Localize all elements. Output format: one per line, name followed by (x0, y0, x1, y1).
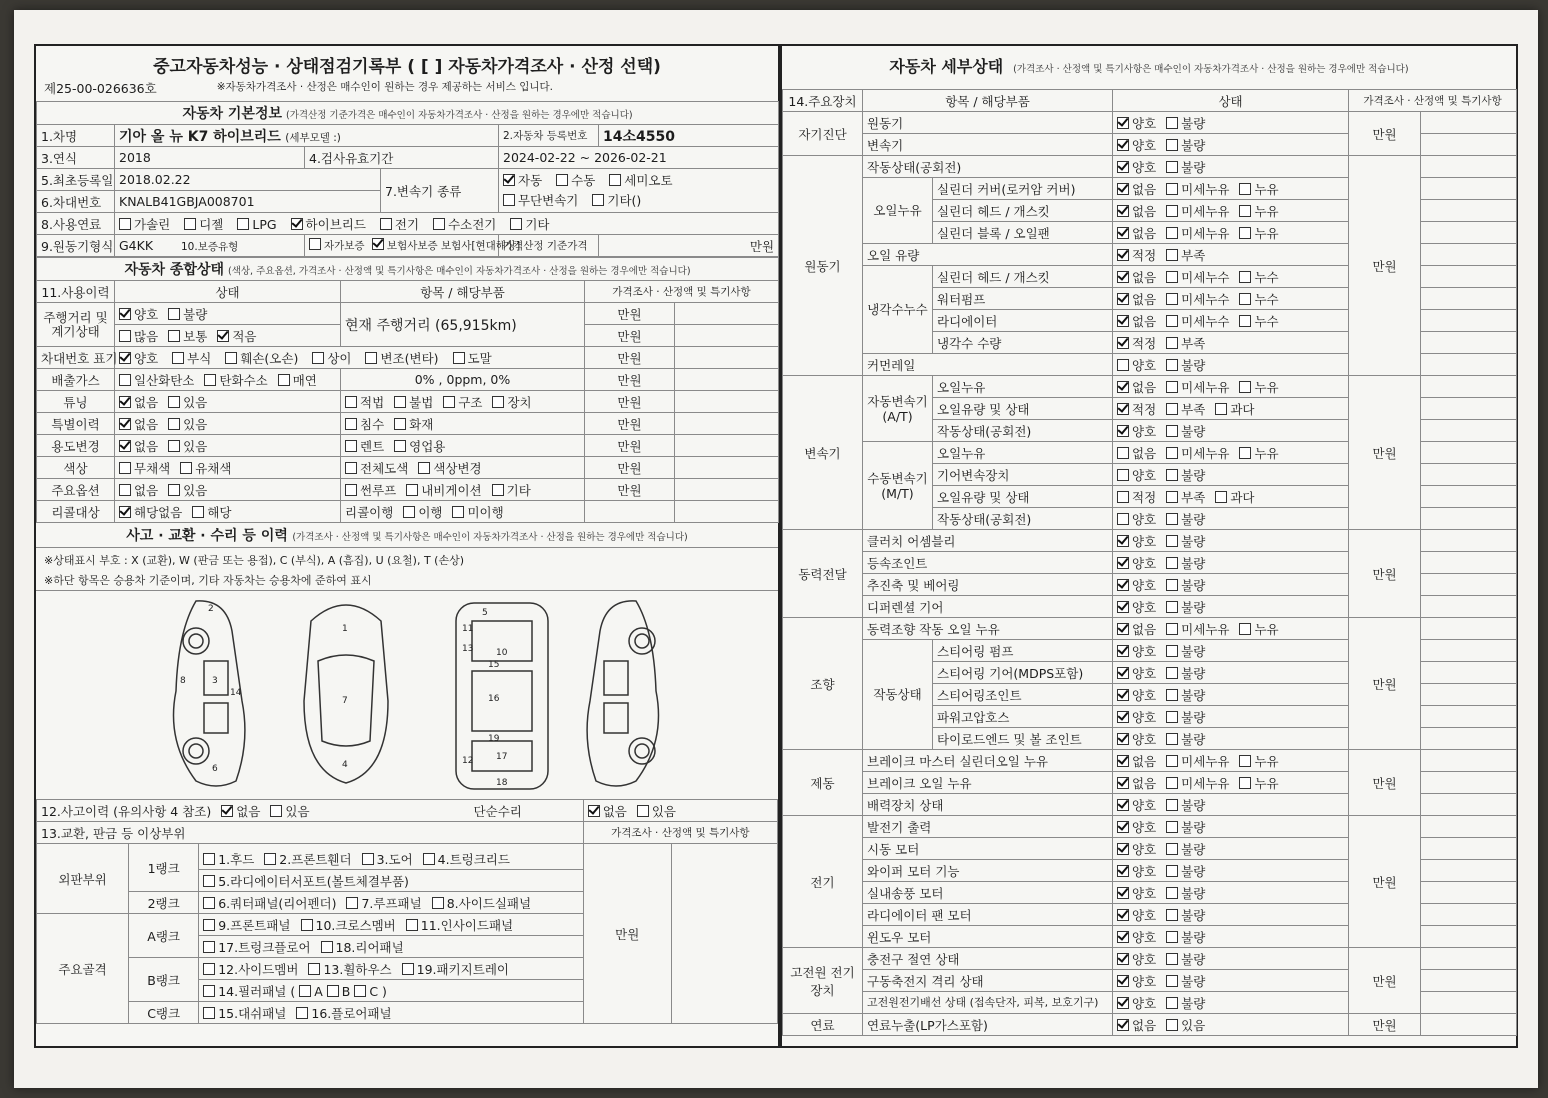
price-won-cell: 만원 (1349, 530, 1421, 618)
document-number: 제25-00-026636호 (44, 81, 157, 96)
detail-status-options: 적정 부족 (1113, 244, 1349, 266)
car-name-label: 1.차명 (37, 125, 115, 147)
checkbox[interactable] (1117, 777, 1129, 789)
checkbox[interactable] (1166, 249, 1178, 261)
checkbox[interactable] (1117, 887, 1129, 899)
price-head: 가격조사 · 산정액 및 특기사항 (585, 281, 779, 303)
detail-status-table (782, 89, 1517, 1036)
detail-item-label: 스티어링조인트 (933, 684, 1113, 706)
first-registration-value: 2018.02.22 (115, 169, 381, 191)
price-won-cell: 만원 (1349, 816, 1421, 948)
detail-item-label: 타이로드엔드 및 볼 조인트 (933, 728, 1113, 750)
checkbox[interactable] (1117, 447, 1129, 459)
detail-item-label: 실린더 헤드 / 개스킷 (933, 200, 1113, 222)
service-note: ※자동차가격조사 · 산정은 매수인이 원하는 경우 제공하는 서비스 입니다. (216, 81, 554, 93)
checkbox[interactable] (1239, 271, 1251, 283)
checkbox[interactable] (1166, 975, 1178, 987)
detail-item-label: 연료누출(LP가스포함) (863, 1014, 1113, 1036)
fuel-label: 8.사용연료 (37, 213, 115, 235)
detail-status-options: 양호 불량 (1113, 970, 1349, 992)
checkbox[interactable] (1117, 425, 1129, 437)
checkbox[interactable] (1117, 513, 1129, 525)
detail-status-options: 양호 불량 (1113, 684, 1349, 706)
checkbox[interactable] (1166, 755, 1178, 767)
checkbox[interactable] (556, 174, 568, 186)
detail-status-options: 양호 불량 (1113, 354, 1349, 376)
detail-row (783, 376, 1517, 398)
diagram-number: 19 (488, 734, 500, 744)
checkbox[interactable] (1166, 271, 1178, 283)
price-won-cell: 만원 (1349, 112, 1421, 156)
detail-item-label: 파워고압호스 (933, 706, 1113, 728)
checkbox[interactable] (503, 194, 515, 206)
inspection-period-value: 2024-02-22 ~ 2026-02-21 (499, 147, 779, 169)
price-won-cell: 만원 (1349, 1014, 1421, 1036)
device-group-label: 원동기 (783, 156, 863, 376)
detail-item-label: 원동기 (863, 112, 1113, 134)
overall-title: 자동차 종합상태 (124, 262, 224, 278)
detail-status-options: 양호 불량 (1113, 860, 1349, 882)
checkbox[interactable] (1166, 953, 1178, 965)
mileage-label: 주행거리 및 계기상태 (37, 303, 115, 347)
detail-title: 자동차 세부상태 (889, 57, 1004, 76)
checkbox[interactable] (1166, 777, 1178, 789)
checkbox[interactable] (1239, 315, 1251, 327)
checkbox[interactable] (1166, 931, 1178, 943)
overall-note: (색상, 주요옵션, 가격조사 · 산정액 및 특기사항은 매수인이 자동차가격조사 · 산정을 원하는 경우에만 적습니다) (227, 266, 691, 277)
device-group-label: 동력전달 (783, 530, 863, 618)
detail-status-options: 없음 미세누유 누유 (1113, 222, 1349, 244)
checkbox[interactable] (1166, 645, 1178, 657)
checkbox[interactable] (1239, 183, 1251, 195)
detail-item-label: 오일유량 및 상태 (933, 398, 1113, 420)
checkbox[interactable] (1117, 975, 1129, 987)
diagram-number: 2 (208, 604, 214, 614)
detail-item-label: 변속기 (863, 134, 1113, 156)
outer-panel-label: 외판부위 (37, 844, 129, 914)
checkbox[interactable] (1117, 667, 1129, 679)
inspection-sheet (14, 10, 1538, 1088)
detail-status-options: 적정 부족 과다 (1113, 398, 1349, 420)
basic-info-table: 자동차 기본정보 (가격산정 기준가격은 매수인이 자동차가격조사 · 산정을 원하는 경우에만 적습니다) 1.차명 기아 올 뉴 K7 하이브리드 (세부모델 :) 2.자동차 등록번호 14소4550 3.연식 2018 4.검사유효기간 2024-02-22 ~ 2026-02-21 5.최초등록일 2018.02.22 7.변속기 종류 자동 수동 세미오토 무단변속기 기타() 6.차대번호 KNALB41GBJA008701 8.사용연료 가솔린 디젤 LPG 하이브리드 전기 수소전기 기타 9.원동기형식 G4KK 10.보증유형 자가보증 보험사보증 보험사[현대해상] 가격산정 기준가격 만원 (36, 101, 779, 257)
sub-group-label: 작동상태 (863, 640, 933, 750)
detail-status-options: 양호 불량 (1113, 574, 1349, 596)
device-group-label: 고전원 전기장치 (783, 948, 863, 1014)
item-head: 항목 / 해당부품 (341, 281, 585, 303)
detail-status-options: 양호 불량 (1113, 904, 1349, 926)
first-registration-label: 5.최초등록일 (37, 169, 115, 191)
diagram-number: 7 (342, 696, 348, 706)
detail-item-label: 냉각수 수량 (933, 332, 1113, 354)
main-frame-label: 주요골격 (37, 914, 129, 1024)
detail-status-options: 없음 미세누유 누유 (1113, 618, 1349, 640)
detail-status-options: 없음 미세누수 누수 (1113, 310, 1349, 332)
checkbox[interactable] (1117, 359, 1129, 371)
detail-status-options: 양호 불량 (1113, 134, 1349, 156)
emission-values: 0% , 0ppm, 0% (341, 369, 585, 391)
detail-item-label: 충전구 절연 상태 (863, 948, 1113, 970)
checkbox[interactable] (1117, 711, 1129, 723)
checkbox[interactable] (1117, 139, 1129, 151)
checkbox[interactable] (1239, 293, 1251, 305)
detail-status-options: 양호 불량 (1113, 838, 1349, 860)
detail-item-label: 오일유량 및 상태 (933, 486, 1113, 508)
checkbox[interactable] (1117, 733, 1129, 745)
checkbox[interactable] (1239, 755, 1251, 767)
checkbox[interactable] (1166, 447, 1178, 459)
diagram-number: 14 (230, 688, 242, 698)
checkbox[interactable] (1166, 865, 1178, 877)
detail-status-options: 없음 미세누유 누유 (1113, 200, 1349, 222)
accident-title: 사고 · 교환 · 수리 등 이력 (126, 528, 288, 544)
checkbox[interactable] (1117, 161, 1129, 173)
car-diagram (36, 590, 778, 799)
detail-row (783, 948, 1517, 970)
accident-note: (가격조사 · 산정액 및 특기사항은 매수인이 자동차가격조사 · 산정을 원하는 경우에만 적습니다) (292, 532, 688, 543)
detail-item-label: 추진축 및 베어링 (863, 574, 1113, 596)
checkbox[interactable] (1117, 579, 1129, 591)
sub-group-label: 오일누유 (863, 178, 933, 244)
checkbox[interactable] (1166, 711, 1178, 723)
checkbox[interactable] (1166, 117, 1178, 129)
checkbox[interactable] (1166, 887, 1178, 899)
checkbox[interactable] (1215, 491, 1227, 503)
price-won-cell: 만원 (1349, 156, 1421, 376)
checkbox[interactable] (1166, 689, 1178, 701)
detail-item-label: 작동상태(공회전) (933, 508, 1113, 530)
left-page (34, 44, 780, 1048)
detail-item-label: 워터펌프 (933, 288, 1113, 310)
detail-status-options: 양호 불량 (1113, 420, 1349, 442)
checkbox[interactable] (1117, 799, 1129, 811)
checkbox[interactable] (1166, 425, 1178, 437)
checkbox[interactable] (1166, 843, 1178, 855)
detail-item-label: 윈도우 모터 (863, 926, 1113, 948)
detail-row (783, 1014, 1517, 1036)
device-group-label: 조향 (783, 618, 863, 750)
usage-history-head: 11.사용이력 (37, 281, 115, 303)
checkbox[interactable] (1166, 491, 1178, 503)
checkbox[interactable] (1117, 557, 1129, 569)
diagram-number: 4 (342, 760, 348, 770)
diagram-number: 10 (496, 648, 508, 658)
checkbox[interactable] (1117, 821, 1129, 833)
detail-status-options: 양호 불량 (1113, 596, 1349, 618)
detail-item-label: 작동상태(공회전) (933, 420, 1113, 442)
checkbox[interactable] (1117, 249, 1129, 261)
sub-group-label: 자동변속기 (A/T) (863, 376, 933, 442)
checkbox[interactable] (1239, 227, 1251, 239)
detail-status-options: 없음 미세누유 누유 (1113, 772, 1349, 794)
checkbox[interactable] (1166, 315, 1178, 327)
detail-status-options: 없음 미세누유 누유 (1113, 376, 1349, 398)
checkbox[interactable] (1166, 667, 1178, 679)
detail-item-label: 디퍼렌셜 기어 (863, 596, 1113, 618)
simple-repair-label: 단순수리 (473, 803, 522, 819)
checkbox[interactable] (609, 174, 621, 186)
warranty-options: 자가보증 보험사보증 보험사[현대해상] (305, 235, 499, 257)
detail-item-label: 커먼레일 (863, 354, 1113, 376)
checkbox[interactable] (1239, 447, 1251, 459)
checkbox[interactable] (1117, 623, 1129, 635)
detail-head-status: 상태 (1113, 90, 1349, 112)
detail-item-label: 고전원전기배선 상태 (접속단자, 피복, 보호기구) (863, 992, 1113, 1014)
detail-row (783, 112, 1517, 134)
detail-status-options: 양호 불량 (1113, 728, 1349, 750)
checkbox[interactable] (1166, 293, 1178, 305)
detail-status-options: 양호 불량 (1113, 948, 1349, 970)
detail-item-label: 시동 모터 (863, 838, 1113, 860)
legend-basis: ※하단 항목은 승용차 기준이며, 기타 자동차는 승용차에 준하여 표시 (44, 574, 372, 587)
detail-item-label: 실린더 블록 / 오일팬 (933, 222, 1113, 244)
detail-item-label: 등속조인트 (863, 552, 1113, 574)
detail-item-label: 배력장치 상태 (863, 794, 1113, 816)
exchange-label: 13.교환, 판금 등 이상부위 (37, 822, 584, 844)
diagram-number: 5 (482, 608, 488, 618)
detail-row (783, 618, 1517, 640)
checkbox[interactable] (1166, 337, 1178, 349)
checkbox[interactable] (1166, 403, 1178, 415)
device-group-label: 변속기 (783, 376, 863, 530)
checkbox[interactable] (1166, 469, 1178, 481)
checkbox[interactable] (1166, 909, 1178, 921)
checkbox[interactable] (1166, 733, 1178, 745)
diagram-number: 12 (462, 756, 474, 766)
registration-label: 2.자동차 등록번호 (499, 125, 599, 147)
detail-status-options: 양호 불량 (1113, 156, 1349, 178)
checkbox[interactable] (1117, 997, 1129, 1009)
checkbox[interactable] (1166, 183, 1178, 195)
year-value: 2018 (115, 147, 305, 169)
detail-item-label: 오일 유량 (863, 244, 1113, 266)
accident-history-table: 12.사고이력 (유의사항 4 참조) 없음 있음 단순수리 없음 있음 13.교환, 판금 등 이상부위 가격조사 · 산정액 및 특기사항 외판부위 1랭크 1.후드 2.프론트휀더 3.도어 4.트렁크리드 만원 5.라디에이터서포트(볼트체결부품) 2랭크 6.쿼터패널(리어펜더) 7.루프패널 8.사이드실패널 주요골격 A랭크 9.프론트패널 10.크로스멤버 11.인사이드패널 17.트렁크플로어 18.리어패널 B랭크 12.사이드멤버 13.휠하우스 19.패키지트레이 14.필러패널 ( A B C ) C랭크 15.대쉬패널 16.플로어패널 (36, 799, 778, 1024)
diagram-number: 15 (488, 660, 500, 670)
checkbox[interactable] (1117, 865, 1129, 877)
detail-status-options: 없음 미세누수 누수 (1113, 266, 1349, 288)
detail-status-options: 양호 불량 (1113, 882, 1349, 904)
detail-status-options: 양호 불량 (1113, 552, 1349, 574)
device-group-label: 제동 (783, 750, 863, 816)
vin-mark-options: 양호 부식 훼손(오손) 상이 변조(변타) 도말 (115, 347, 585, 369)
transmission-label: 7.변속기 종류 (381, 169, 499, 213)
checkbox[interactable] (1166, 601, 1178, 613)
checkbox[interactable] (1166, 161, 1178, 173)
basic-info-title: 자동차 기본정보 (182, 106, 282, 122)
checkbox[interactable] (1117, 601, 1129, 613)
sub-group-label: 수동변속기 (M/T) (863, 442, 933, 530)
detail-item-label: 실린더 헤드 / 개스킷 (933, 266, 1113, 288)
checkbox[interactable] (1117, 183, 1129, 195)
checkbox[interactable] (1117, 689, 1129, 701)
detail-row (783, 750, 1517, 772)
device-group-label: 자기진단 (783, 112, 863, 156)
checkbox[interactable] (1166, 821, 1178, 833)
checkbox[interactable] (1117, 205, 1129, 217)
checkbox[interactable] (1166, 623, 1178, 635)
checkbox[interactable] (1117, 1019, 1129, 1031)
detail-item-label: 기어변속장치 (933, 464, 1113, 486)
detail-status-options: 양호 불량 (1113, 464, 1349, 486)
detail-item-label: 브레이크 마스터 실린더오일 누유 (863, 750, 1113, 772)
detail-item-label: 오일누유 (933, 442, 1113, 464)
inspection-period-label: 4.검사유효기간 (305, 147, 499, 169)
checkbox[interactable] (1117, 271, 1129, 283)
checkbox[interactable] (1117, 931, 1129, 943)
checkbox[interactable] (1166, 205, 1178, 217)
price-won-cell: 만원 (1349, 750, 1421, 816)
detail-item-label: 라디에이터 팬 모터 (863, 904, 1113, 926)
detail-row (783, 816, 1517, 838)
car-detail-model: (세부모델 :) (285, 131, 341, 144)
detail-status-options: 양호 불량 (1113, 794, 1349, 816)
detail-item-label: 라디에이터 (933, 310, 1113, 332)
checkbox[interactable] (1166, 997, 1178, 1009)
checkbox[interactable] (1166, 1019, 1178, 1031)
diagram-number: 13 (462, 644, 474, 654)
vin-value: KNALB41GBJA008701 (115, 191, 381, 213)
detail-item-label: 브레이크 오일 누유 (863, 772, 1113, 794)
checkbox[interactable] (1166, 359, 1178, 371)
car-name-value: 기아 올 뉴 K7 하이브리드 (119, 128, 281, 145)
checkbox[interactable] (1117, 469, 1129, 481)
detail-status-options: 양호 불량 (1113, 112, 1349, 134)
diagram-number: 1 (342, 624, 348, 634)
checkbox[interactable] (1117, 953, 1129, 965)
detail-row (783, 156, 1517, 178)
status-head: 상태 (115, 281, 341, 303)
checkbox[interactable] (1166, 513, 1178, 525)
detail-item-label: 오일누유 (933, 376, 1113, 398)
basic-info-note: (가격산정 기준가격은 매수인이 자동차가격조사 · 산정을 원하는 경우에만 적습니다) (285, 110, 633, 121)
checkbox[interactable] (1117, 909, 1129, 921)
detail-item-label: 스티어링 펌프 (933, 640, 1113, 662)
detail-note: (가격조사 · 산정액 및 특기사항은 매수인이 자동차가격조사 · 산정을 원하는 경우에만 적습니다) (1013, 64, 1409, 75)
detail-item-label: 동력조향 작동 오일 누유 (863, 618, 1113, 640)
detail-item-label: 작동상태(공회전) (863, 156, 1113, 178)
price-base-unit: 만원 (599, 235, 779, 257)
checkbox[interactable] (1166, 139, 1178, 151)
checkbox[interactable] (1166, 557, 1178, 569)
sub-group-label: 냉각수누수 (863, 266, 933, 354)
diagram-number: 18 (496, 778, 508, 788)
price-won-cell: 만원 (1349, 618, 1421, 750)
checkbox[interactable] (1166, 579, 1178, 591)
right-page (780, 44, 1518, 1048)
detail-item-label: 구동축전지 격리 상태 (863, 970, 1113, 992)
checkbox[interactable] (1117, 293, 1129, 305)
detail-row (783, 530, 1517, 552)
motor-type-label: 9.원동기형식 (37, 235, 115, 257)
transmission-options: 자동 수동 세미오토 무단변속기 기타() (499, 169, 779, 213)
detail-status-options: 없음 미세누유 누유 (1113, 178, 1349, 200)
vin-label: 6.차대번호 (37, 191, 115, 213)
fuel-options: 가솔린 디젤 LPG 하이브리드 전기 수소전기 기타 (115, 213, 779, 235)
checkbox[interactable] (1215, 403, 1227, 415)
detail-status-options: 적정 부족 과다 (1113, 486, 1349, 508)
warranty-label: 10.보증유형 (181, 240, 239, 253)
checkbox[interactable] (1239, 777, 1251, 789)
checkbox[interactable] (1117, 403, 1129, 415)
diagram-number: 8 (180, 676, 186, 686)
checkbox[interactable] (1117, 491, 1129, 503)
detail-status-options: 없음 미세누수 누수 (1113, 288, 1349, 310)
checkbox[interactable] (1117, 755, 1129, 767)
detail-item-label: 실내송풍 모터 (863, 882, 1113, 904)
detail-item-label: 발전기 출력 (863, 816, 1113, 838)
device-group-label: 전기 (783, 816, 863, 948)
checkbox[interactable] (1166, 799, 1178, 811)
checkbox[interactable] (592, 194, 604, 206)
detail-head-device: 14.주요장치 (783, 90, 863, 112)
device-group-label: 연료 (783, 1014, 863, 1036)
checkbox[interactable] (1117, 117, 1129, 129)
detail-status-options: 없음 있음 (1113, 1014, 1349, 1036)
price-won-cell: 만원 (1349, 948, 1421, 1014)
accident-history-label: 12.사고이력 (유의사항 4 참조) (41, 803, 212, 819)
diagram-number: 6 (212, 764, 218, 774)
diagram-number: 3 (212, 676, 218, 686)
detail-head-price: 가격조사 · 산정액 및 특기사항 (1349, 90, 1517, 112)
checkbox[interactable] (1239, 381, 1251, 393)
detail-status-options: 적정 부족 (1113, 332, 1349, 354)
checkbox[interactable] (1117, 843, 1129, 855)
diagram-number: 11 (462, 624, 474, 634)
detail-item-label: 클러치 어셈블리 (863, 530, 1113, 552)
form-title: 중고자동차성능 · 상태점검기록부 ( [ ] 자동차가격조사 · 산정 선택) (153, 57, 661, 77)
detail-item-label: 스티어링 기어(MDPS포함) (933, 662, 1113, 684)
year-label: 3.연식 (37, 147, 115, 169)
detail-item-label: 실린더 커버(로커암 커버) (933, 178, 1113, 200)
diagram-number: 16 (488, 694, 500, 704)
checkbox[interactable] (1117, 315, 1129, 327)
detail-head-item: 항목 / 해당부품 (863, 90, 1113, 112)
detail-status-options: 없음 미세누유 누유 (1113, 750, 1349, 772)
checkbox[interactable] (1166, 381, 1178, 393)
checkbox[interactable] (1166, 535, 1178, 547)
checkbox[interactable] (503, 174, 515, 186)
checkbox[interactable] (1117, 645, 1129, 657)
legend-symbols: ※상태표시 부호 : X (교환), W (판금 또는 용접), C (부식), A (흠집), U (요철), T (손상) (44, 554, 465, 567)
detail-item-label: 와이퍼 모터 기능 (863, 860, 1113, 882)
detail-status-options: 양호 불량 (1113, 926, 1349, 948)
checkbox[interactable] (1117, 337, 1129, 349)
detail-status-options: 양호 불량 (1113, 508, 1349, 530)
checkbox[interactable] (1117, 227, 1129, 239)
price-base-label: 가격산정 기준가격 (499, 235, 599, 257)
price-won-cell: 만원 (1349, 376, 1421, 530)
overall-status-table: 자동차 종합상태 (색상, 주요옵션, 가격조사 · 산정액 및 특기사항은 매수인이 자동차가격조사 · 산정을 원하는 경우에만 적습니다) 11.사용이력 상태 항목 / 해당부품 가격조사 · 산정액 및 특기사항 주행거리 및 계기상태 양호 불량 현재 주행거리 (65,915km) 만원 많음 보통 적음 만원 차대번호 표기 양호 부식 훼손(오손) 상이 변조(변타) 도말 만원 배출가스 일산화탄소 탄화수소 매연 0% , 0ppm, 0% 만원 튜닝 없음 있음 적법 불법 구조 장치 만원 특별이력 없음 있음 침수 화재 만원 용도변경 없음 있음 렌트 영업용 만원 색상 무채색 유채색 전체도색 색상변경 만원 주요옵션 없음 있음 썬루프 내비게이션 기타 만원 리콜대상 해당없음 해당 리콜이행 이행 미이행 (36, 257, 779, 523)
checkbox[interactable] (1166, 227, 1178, 239)
registration-value: 14소4550 (599, 125, 779, 147)
detail-status-options: 양호 불량 (1113, 662, 1349, 684)
detail-status-options: 양호 불량 (1113, 816, 1349, 838)
detail-status-options: 양호 불량 (1113, 640, 1349, 662)
mileage-value: 현재 주행거리 (65,915km) (341, 303, 585, 347)
detail-status-options: 양호 불량 (1113, 530, 1349, 552)
checkbox[interactable] (1117, 535, 1129, 547)
detail-status-options: 양호 불량 (1113, 992, 1349, 1014)
checkbox[interactable] (1239, 205, 1251, 217)
detail-status-options: 없음 미세누유 누유 (1113, 442, 1349, 464)
detail-status-options: 양호 불량 (1113, 706, 1349, 728)
checkbox[interactable] (1117, 381, 1129, 393)
checkbox[interactable] (1239, 623, 1251, 635)
diagram-number: 17 (496, 752, 508, 762)
